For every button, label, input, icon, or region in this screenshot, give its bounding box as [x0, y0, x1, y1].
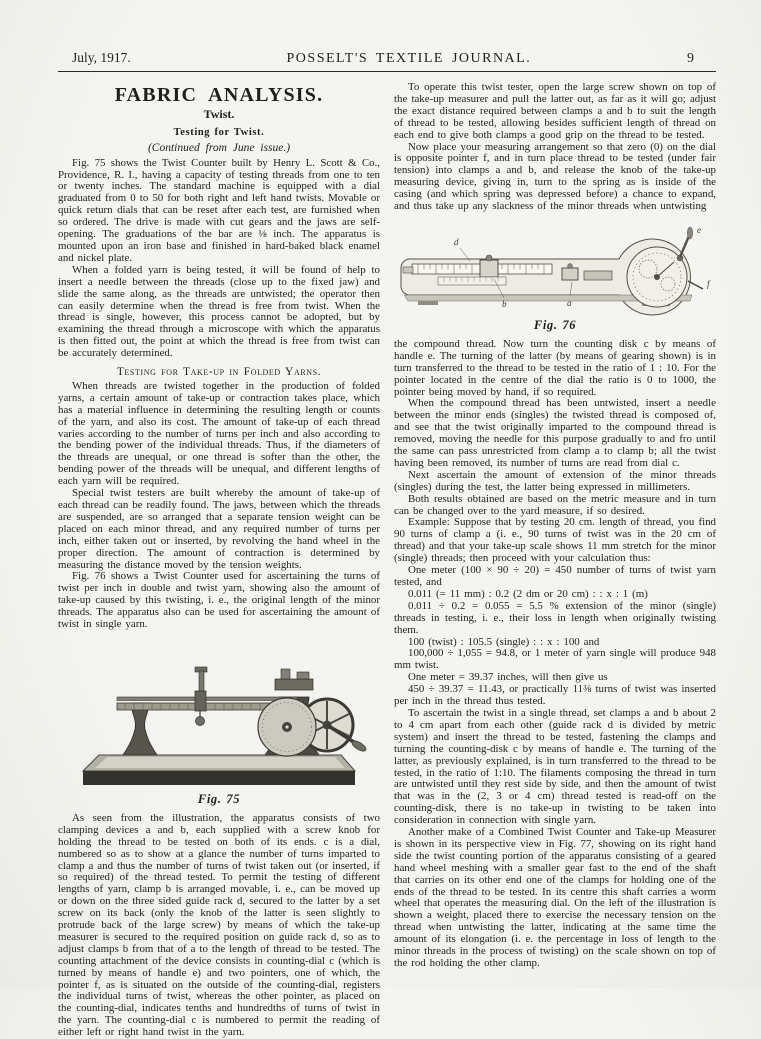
issue-date: July, 1917. — [72, 50, 131, 65]
calculation-line: One meter = 39.37 inches, will then give us — [408, 671, 608, 684]
fig76-take-up-scale — [438, 277, 506, 285]
right-column — [394, 82, 716, 1039]
continued-note: (Continued from June issue.) — [147, 141, 291, 154]
fig76-clamp-a — [562, 268, 578, 280]
fig76-label-b: b — [502, 298, 507, 309]
figure-75 — [58, 641, 380, 806]
section-heading-testing-for-twist: Testing for Twist. — [173, 126, 265, 138]
fig75-sliding-clamp — [195, 691, 206, 711]
fig76-take-up-slider — [480, 260, 498, 277]
running-head — [58, 50, 716, 71]
article-title: FABRIC ANALYSIS. — [114, 84, 324, 106]
calculation-line: 0.011 (= 11 mm) : 0.2 (2 dm or 20 cm) : : x : 1 (m) — [408, 587, 648, 600]
header-rule — [58, 71, 716, 72]
fig76-pointer-f — [688, 281, 703, 289]
paragraph: Fig. 76 shows a Twist Counter used for ascertaining the turns of twist per inch in double and twist yarn, showing also the amount of take-up caused by this twisting, i. e., the original length of the minor threads. The apparatus also can be used for ascertaining the amount of twist in single yarn. — [58, 570, 380, 631]
fig75-twist-counter-engraving — [71, 641, 367, 791]
fig75-clamp-pin — [199, 671, 204, 693]
calculation-line: One meter (100 × 90 ÷ 20) = 450 number of turns of twist yarn tested, and — [394, 564, 716, 588]
paragraph: When the compound thread has been untwisted, insert a needle between the minor ends (singles) the twisted thread is composed of, and see that the twist originally imparted to the compound thread is removed, moving the needle for this purpose gradually to and fro until the same can pass unrestricted from clamp a to clamp b; all the twist having been removed, its number of turns are read from dial c. — [394, 397, 716, 469]
section-heading-take-up-folded-yarns: Testing for Take-up in Folded Yarns. — [116, 366, 322, 379]
fig75-head-cylinder — [297, 672, 309, 679]
paragraph: Example: Suppose that by testing 20 cm. length of thread, you find 90 turns of clamp a (i. e., 90 turns of twist was in the 20 cm of thread) and that your take-up scale shows 11 mm stretch for the minor (single) threads; then proceed with your calculation thus: — [394, 516, 716, 565]
fig75-caption: Fig. 75 — [197, 791, 241, 806]
fig75-counting-dial — [258, 698, 316, 756]
article-subtitle: Twist. — [203, 106, 235, 121]
fig76-caption: Fig. 76 — [533, 317, 577, 332]
left-column — [58, 82, 380, 1039]
paragraph: Now place your measuring arrangement so that zero (0) on the dial is opposite pointer f, and in turn place thread to be tested (under fair tension) into clamps a and b, and release the knob of the take-up measuring device, giving in, turn to the spring as is inside of the casing (and which spring was depressed before) a chance to expand, and thus take up any slackness of the minor threads when untwisting — [394, 140, 716, 213]
fig76-label-a: a — [567, 297, 572, 308]
fig76-foot-left — [418, 301, 438, 305]
fig76-twist-counter-take-up-engraving — [394, 221, 718, 317]
fig75-crank-handle — [350, 739, 367, 754]
fig75-base-highlight — [95, 757, 345, 768]
paragraph: Fig. 75 shows the Twist Counter built by Henry L. Scott & Co., Providence, R. I., having a capacity of testing threads from one to ten or twenty inches. The standard machine is equipped with a dial graduated from 0 to 50 for both right and left hand twists. Movable or quick return dials that can be reset after each test, are furnished when so ordered. The drive is made with cut gears and the jaws are self-opening. The graduations of the bar are ⅛ inch. The apparatus is mounted upon an iron base and finished in hard-baked black enamel and nickel plate. — [58, 156, 380, 264]
fig76-end-knob — [403, 267, 413, 273]
journal-title: POSSELT'S TEXTILE JOURNAL. — [286, 51, 532, 66]
calculation-line: 100,000 ÷ 1,055 = 94.8, or 1 meter of yarn single will produce 948 mm twist. — [394, 647, 716, 672]
fig76-handle-grip — [687, 227, 692, 239]
figure-76 — [394, 221, 716, 332]
fig76-label-e: e — [697, 224, 701, 235]
fig76-label-f: f — [707, 278, 710, 289]
paragraph: As seen from the illustration, the apparatus consists of two clamping devices a and b, each supplied with a screw knob for holding the thread to be tested on both of its ends. c is a dial, numbered so as to show at a glance the number of turns imparted to clamp a and thus the number of turns of twist taken out (or inserted, if so required) of the thread tested. To permit the testing of different lengths of yarn, clamp b is arranged movable, i. e., can be moved up or down on the three sided guide rack d, secured to the latter by a set screw on its back (only the knob of the latter is seen slightly to protrude back of the large screw) by means of which the take-up measurer is secured to the required position on guide rack d, so as to adjust clamps b from that of a to the length of thread to be tested. The counting attachment of the device consists in counting-dial c (which is turned by means of handle e) and two pointers, one of which, the pointer f, as is situated on the outside of the counting-dial, registers the individual turns of twist, whereas the other pointer, as placed on the counting-dial, indicates tenths and hundredths of turns of twist in the yarn. The counting-dial c is numbered to permit the reading of either left or right hand twist in the yarn. — [58, 811, 380, 1039]
paragraph: Another make of a Combined Twist Counter and Take-up Measurer is shown in its perspective view in Fig. 77, showing on its right hand side the twist counting portion of the apparatus consisting of a geared hand wheel meshing with a smaller gear fast to the end of the shaft that carries on its other end one of the clamps for holding one of the ends of the thread to be tested. In its centre this shaft carries a worm wheel that operates the measuring dial. On the left of the illustration is shown a weight, placed there to exercise the necessary tension on the thread when untwisting the latter, indicating at the same time the amount of its elongation (i. e. the percentage in loss of length to the minor threads in the process of twisting) on the scale shown on top of the rod holding the other clamp. — [394, 826, 716, 969]
fig75-head-post — [281, 669, 290, 679]
paragraph: Both results obtained are based on the metric measure and in turn can be changed over to the yard measure, if so desired. — [394, 492, 716, 517]
calculation-line: 0.011 ÷ 0.2 = 0.055 = 5.5 % extension of the minor (single) threads in testing, i. e., their loss in length when originally twisting them. — [394, 599, 716, 636]
fig75-upper-rod — [117, 697, 297, 701]
paragraph: To ascertain the twist in a single thread, set clamps a and b about 2 to 4 cm apart from each other (guide rack d is divided by metric system) and insert the thread to be tested, fastening the clamps and turning the counting-disk c by means of handle e. The turning of the latter, as previously explained, is in turn transferred to the thread to be tested, in the ratio of 1:10. The filaments composing the thread in turn are untwisted until they rest side by side, and then the amount of twist that was in the (2, 3 or 4 cm) thread tested is read-off on the counting-disk, there is no take-up in twisting to be taken into consideration in connection with single yarn. — [394, 706, 716, 827]
calculation-line: 100 (twist) : 105.5 (single) : : x : 100 and — [408, 635, 600, 648]
fig76-slider-knob — [486, 255, 492, 261]
paragraph: When threads are twisted together in the production of folded yarns, a certain amount of take-up or contraction takes place, which has a material influence in determining the resulting length or counts of the yarn, and also its cost. The amount of take-up of each thread varies according to the number of turns per inch and also according to the bending power of the individual threads. Thus, if the diameters of the threads are unequal, or one thread is softer than the other, the bending power of the threads will be unequal, and different lengths of each yarn will be required. — [58, 379, 380, 488]
page-number: 9 — [686, 51, 694, 66]
fig75-clamp-knob — [196, 716, 205, 725]
fig75-base-front — [83, 771, 355, 785]
fig75-left-pedestal — [123, 703, 157, 755]
page-content — [58, 50, 716, 1039]
paragraph: When a folded yarn is being tested, it will be found of help to insert a needle between the threads (close up to the fixed jaw) and slide the same along, as the threads are untwisted; the operator then can easily determine when the thread is free from twist. When the thread is single, however, this process cannot be adopted, but by examining the thread through a microscope with which the apparatus is then fitted out, the point at which the thread is free from twist can be accurately determined. — [58, 263, 380, 360]
paragraph: the compound thread. Now turn the counting disk c by means of handle e. The turning of the latter (by means of gearing shown) is in turn transferred to the thread to be tested in the ratio of 1 : 10. For the pointer located in the centre of the dial the ratio is 0 to 1000, the pointer being moved by hand, if so required. — [394, 337, 716, 398]
fig76-handle-arm — [680, 236, 689, 257]
fig76-shaft-housing — [584, 271, 612, 280]
paragraph: Special twist testers are built whereby the amount of take-up of each thread can be readily found. The jaws, between which the threads are suspended, are so arranged that a separate tension weight can be placed on each minor thread, and any required number of turns per inch, either taken out or inserted, by revolving the hand wheel in the proper direction. The amount of contraction is determined by measuring the distance moved by the tension weights. — [58, 487, 380, 571]
article-columns — [58, 82, 716, 1039]
fig75-head-housing — [275, 679, 313, 690]
paragraph: Next ascertain the amount of extension of the minor threads (singles) during the test, the latter being expressed in millimeters. — [394, 468, 716, 493]
fig76-clamp-a-screw — [568, 264, 573, 269]
paragraph: To operate this twist tester, open the large screw shown on top of the take-up measurer and pull the latter out, as far as it will go; adjust the exact distance required between clamps a and b to suit the length of thread to be tested, allowing besides sufficient length of thread on each end to give both clamps a good grip on the thread to be tested. — [394, 81, 716, 141]
fig76-label-d: d — [454, 236, 459, 247]
calculation-line: 450 ÷ 39.37 = 11.43, or practically 11⅜ turns of twist was inserted per inch in the thread thus tested. — [394, 683, 716, 708]
